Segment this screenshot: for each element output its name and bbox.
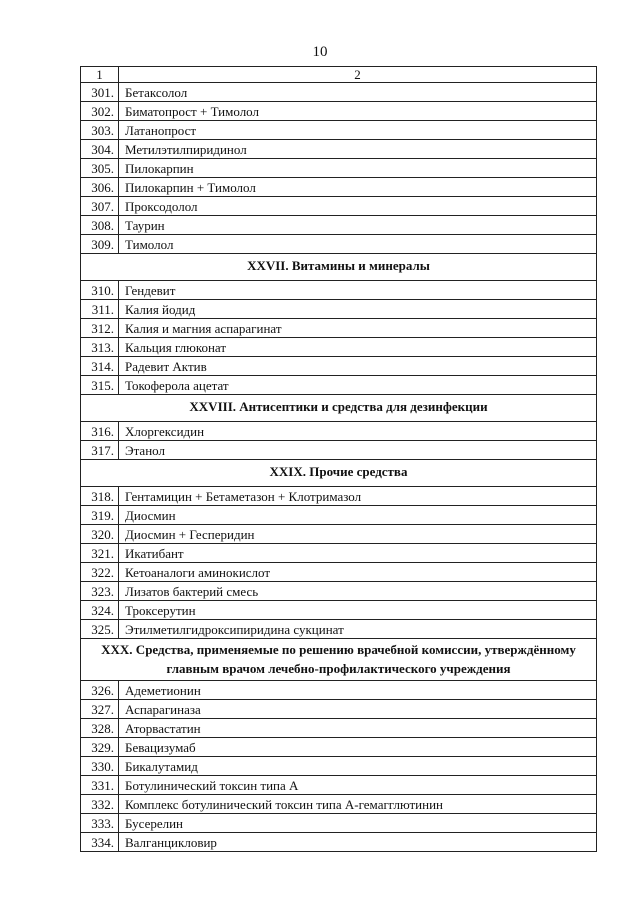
- drug-name: Калия и магния аспарагинат: [119, 319, 597, 338]
- section-heading: XXIX. Прочие средства: [81, 460, 597, 487]
- drug-name: Пилокарпин: [119, 159, 597, 178]
- table-row: [81, 121, 597, 140]
- row-number: 331.: [81, 776, 119, 795]
- drug-name: Радевит Актив: [119, 357, 597, 376]
- section-heading-row: [81, 395, 597, 422]
- row-number: 308.: [81, 216, 119, 235]
- section-heading-row: [81, 639, 597, 681]
- drug-name: Кальция глюконат: [119, 338, 597, 357]
- table-row: [81, 833, 597, 852]
- table-row: [81, 525, 597, 544]
- drug-name: Комплекс ботулинический токсин типа А-гемагглютинин: [119, 795, 597, 814]
- column-header-name: 2: [119, 67, 597, 83]
- row-number: 312.: [81, 319, 119, 338]
- table-row: [81, 620, 597, 639]
- row-number: 309.: [81, 235, 119, 254]
- row-number: 305.: [81, 159, 119, 178]
- drug-name: Метилэтилпиридинол: [119, 140, 597, 159]
- table-row: [81, 487, 597, 506]
- table-row: [81, 700, 597, 719]
- drug-name: Калия йодид: [119, 300, 597, 319]
- table-row: [81, 216, 597, 235]
- row-number: 319.: [81, 506, 119, 525]
- row-number: 311.: [81, 300, 119, 319]
- table-row: [81, 544, 597, 563]
- table-row: [81, 357, 597, 376]
- drug-name: Аторвастатин: [119, 719, 597, 738]
- page-number: 10: [312, 44, 328, 60]
- table-row: [81, 319, 597, 338]
- table-row: [81, 441, 597, 460]
- drug-name: Хлоргексидин: [119, 422, 597, 441]
- row-number: 302.: [81, 102, 119, 121]
- row-number: 329.: [81, 738, 119, 757]
- table-row: [81, 719, 597, 738]
- table-row: [81, 235, 597, 254]
- table-row: [81, 376, 597, 395]
- drug-name: Бевацизумаб: [119, 738, 597, 757]
- drug-name: Адеметионин: [119, 681, 597, 700]
- row-number: 304.: [81, 140, 119, 159]
- row-number: 320.: [81, 525, 119, 544]
- row-number: 321.: [81, 544, 119, 563]
- table-row: [81, 83, 597, 102]
- drug-name: Аспарагиназа: [119, 700, 597, 719]
- table-row: [81, 582, 597, 601]
- row-number: 327.: [81, 700, 119, 719]
- drug-name: Лизатов бактерий смесь: [119, 582, 597, 601]
- table-row: [81, 776, 597, 795]
- drug-name: Бикалутамид: [119, 757, 597, 776]
- drug-list-table: [80, 66, 597, 852]
- row-number: 317.: [81, 441, 119, 460]
- table-row: [81, 281, 597, 300]
- drug-name: Троксерутин: [119, 601, 597, 620]
- row-number: 307.: [81, 197, 119, 216]
- table-row: [81, 738, 597, 757]
- section-heading: XXX. Средства, применяемые по решению врачебной комиссии, утверждённому главным врачом лечебно-профилактического учреждения: [81, 639, 597, 681]
- table-row: [81, 422, 597, 441]
- drug-name: Диосмин: [119, 506, 597, 525]
- table-row: [81, 178, 597, 197]
- drug-name: Кетоаналоги аминокислот: [119, 563, 597, 582]
- row-number: 324.: [81, 601, 119, 620]
- table-row: [81, 300, 597, 319]
- row-number: 313.: [81, 338, 119, 357]
- table-row: [81, 795, 597, 814]
- row-number: 306.: [81, 178, 119, 197]
- drug-name: Биматопрост + Тимолол: [119, 102, 597, 121]
- table-row: [81, 681, 597, 700]
- row-number: 322.: [81, 563, 119, 582]
- row-number: 303.: [81, 121, 119, 140]
- table-row: [81, 140, 597, 159]
- row-number: 318.: [81, 487, 119, 506]
- drug-name: Токоферола ацетат: [119, 376, 597, 395]
- table-row: [81, 601, 597, 620]
- drug-name: Бетаксолол: [119, 83, 597, 102]
- table-row: [81, 506, 597, 525]
- drug-name: Диосмин + Гесперидин: [119, 525, 597, 544]
- section-heading-row: [81, 254, 597, 281]
- row-number: 334.: [81, 833, 119, 852]
- table-header-row: [81, 67, 597, 83]
- row-number: 310.: [81, 281, 119, 300]
- drug-name: Валганцикловир: [119, 833, 597, 852]
- table-row: [81, 159, 597, 178]
- row-number: 323.: [81, 582, 119, 601]
- section-heading-row: [81, 460, 597, 487]
- row-number: 314.: [81, 357, 119, 376]
- row-number: 332.: [81, 795, 119, 814]
- row-number: 315.: [81, 376, 119, 395]
- drug-name: Этанол: [119, 441, 597, 460]
- table-row: [81, 563, 597, 582]
- table-row: [81, 102, 597, 121]
- drug-name: Бусерелин: [119, 814, 597, 833]
- drug-name: Латанопрост: [119, 121, 597, 140]
- table-row: [81, 814, 597, 833]
- column-header-number: 1: [81, 67, 119, 83]
- row-number: 328.: [81, 719, 119, 738]
- drug-name: Ботулинический токсин типа А: [119, 776, 597, 795]
- drug-name: Таурин: [119, 216, 597, 235]
- drug-name: Тимолол: [119, 235, 597, 254]
- section-heading: XXVIII. Антисептики и средства для дезинфекции: [81, 395, 597, 422]
- row-number: 325.: [81, 620, 119, 639]
- row-number: 330.: [81, 757, 119, 776]
- drug-name: Гендевит: [119, 281, 597, 300]
- drug-name: Гентамицин + Бетаметазон + Клотримазол: [119, 487, 597, 506]
- drug-name: Этилметилгидроксипиридина сукцинат: [119, 620, 597, 639]
- row-number: 316.: [81, 422, 119, 441]
- table-row: [81, 197, 597, 216]
- table-row: [81, 757, 597, 776]
- drug-name: Проксодолол: [119, 197, 597, 216]
- drug-name: Пилокарпин + Тимолол: [119, 178, 597, 197]
- row-number: 301.: [81, 83, 119, 102]
- section-heading: XXVII. Витамины и минералы: [81, 254, 597, 281]
- row-number: 333.: [81, 814, 119, 833]
- drug-name: Икатибант: [119, 544, 597, 563]
- table-row: [81, 338, 597, 357]
- row-number: 326.: [81, 681, 119, 700]
